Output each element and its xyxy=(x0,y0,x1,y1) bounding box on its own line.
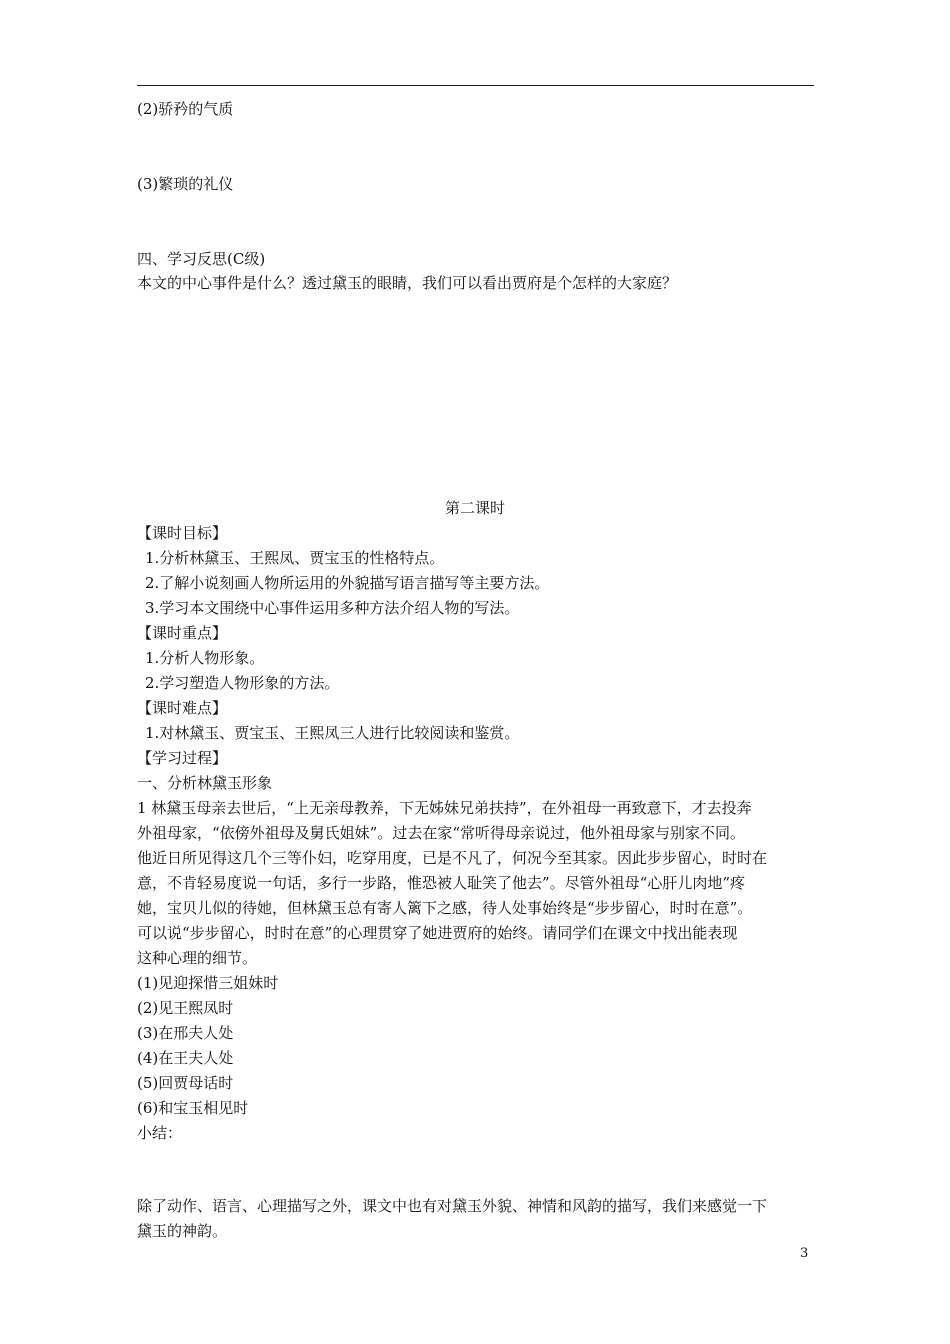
list-item: (4)在王夫人处 xyxy=(137,1049,234,1067)
lesson-title: 第二课时 xyxy=(444,499,505,517)
page-number: 3 xyxy=(800,1246,809,1261)
closing-line: 除了动作、语言、心理描写之外，课文中也有对黛玉外貌、神情和风韵的描写，我们来感觉一下 xyxy=(137,1197,768,1215)
reflection-question: 本文的中心事件是什么？透过黛玉的眼睛，我们可以看出贾府是个怎样的大家庭？ xyxy=(137,274,678,292)
difficulty-heading: 【课时难点】 xyxy=(137,699,228,717)
paragraph-line: 她，宝贝儿似的待她，但林黛玉总有寄人篱下之感，待人处事始终是“步步留心，时时在意”。 xyxy=(137,899,753,917)
paragraph-line: 可以说“步步留心，时时在意”的心理贯穿了她进贾府的始终。请同学们在课文中找出能表现 xyxy=(137,924,738,942)
list-item: (5)回贾母话时 xyxy=(137,1074,234,1092)
difficulty-item: 1.对林黛玉、贾宝玉、王熙凤三人进行比较阅读和鉴赏。 xyxy=(145,724,520,742)
reflection-heading: 四、学习反思(C级) xyxy=(137,250,266,268)
paragraph-line: 外祖母家，“依傍外祖母及舅氏姐妹”。过去在家“常听得母亲说过，他外祖母家与别家不同。 xyxy=(137,824,746,842)
list-item: (1)见迎探惜三姐妹时 xyxy=(137,974,279,992)
list-item: (6)和宝玉相见时 xyxy=(137,1099,249,1117)
process-heading: 【学习过程】 xyxy=(137,749,228,767)
list-item: (2)见王熙凤时 xyxy=(137,999,234,1017)
goal-item: 2.了解小说刻画人物所运用的外貌描写语言描写等主要方法。 xyxy=(145,574,550,592)
focus-item: 2.学习塑造人物形象的方法。 xyxy=(145,674,340,692)
list-item: (3)在邢夫人处 xyxy=(137,1024,234,1042)
focus-item: 1.分析人物形象。 xyxy=(145,649,265,667)
paragraph-line: 他近日所见得这几个三等仆妇，吃穿用度，已是不凡了，何况今至其家。因此步步留心，时时在 xyxy=(137,849,768,867)
paragraph-line: 意，不肯轻易度说一句话，多行一步路，惟恐被人耻笑了他去”。尽管外祖母“心肝儿肉地”疼 xyxy=(137,874,746,892)
goal-item: 3.学习本文围绕中心事件运用多种方法介绍人物的写法。 xyxy=(145,599,520,617)
paragraph-line: 1 林黛玉母亲去世后，“上无亲母教养，下无姊妹兄弟扶持”，在外祖母一再致意下，才去投奔 xyxy=(137,799,752,817)
closing-line: 黛玉的神韵。 xyxy=(137,1222,228,1240)
item-tedious-etiquette: (3)繁琐的礼仪 xyxy=(137,175,234,193)
goals-heading: 【课时目标】 xyxy=(137,524,228,542)
section-heading: 一、分析林黛玉形象 xyxy=(137,774,273,792)
header-rule xyxy=(137,85,814,86)
item-arrogant-temperament: (2)骄矜的气质 xyxy=(137,100,234,118)
paragraph-line: 这种心理的细节。 xyxy=(137,949,258,967)
goal-item: 1.分析林黛玉、王熙凤、贾宝玉的性格特点。 xyxy=(145,549,445,567)
focus-heading: 【课时重点】 xyxy=(137,624,228,642)
summary-label: 小结： xyxy=(137,1124,183,1142)
